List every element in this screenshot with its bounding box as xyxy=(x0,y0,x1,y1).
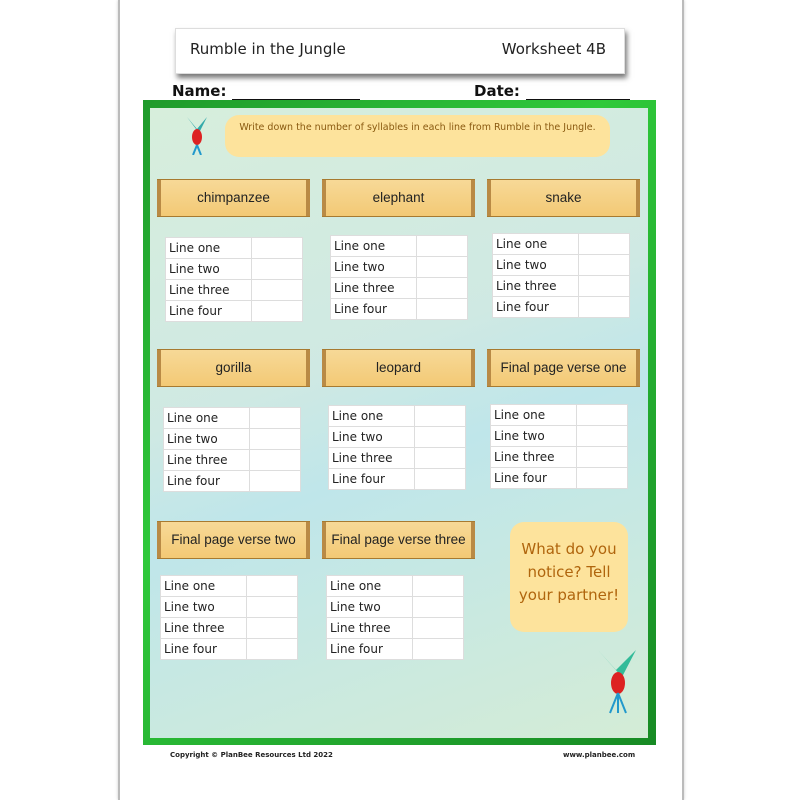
syllable-answer-cell[interactable] xyxy=(413,576,464,597)
syllable-answer-cell[interactable] xyxy=(252,301,303,322)
syllable-answer-cell[interactable] xyxy=(579,276,630,297)
table-row xyxy=(161,576,298,597)
line-label: Line three xyxy=(331,278,417,299)
line-label: Line two xyxy=(161,597,247,618)
section-title: Final page verse two xyxy=(157,522,310,558)
table-row xyxy=(164,408,301,429)
line-label: Line four xyxy=(327,639,413,660)
line-label: Line four xyxy=(329,469,415,490)
line-label: Line two xyxy=(327,597,413,618)
line-label: Line one xyxy=(331,236,417,257)
syllable-table xyxy=(326,575,464,660)
line-label: Line one xyxy=(166,238,252,259)
syllable-answer-cell[interactable] xyxy=(247,618,298,639)
syllable-answer-cell[interactable] xyxy=(413,639,464,660)
table-row xyxy=(166,301,303,322)
line-label: Line two xyxy=(164,429,250,450)
worksheet-title: Rumble in the Jungle xyxy=(190,40,346,58)
table-row xyxy=(331,299,468,320)
section-title: elephant xyxy=(322,180,475,216)
syllable-answer-cell[interactable] xyxy=(415,406,466,427)
table-row xyxy=(491,405,628,426)
date-field[interactable] xyxy=(474,82,630,100)
line-label: Line four xyxy=(161,639,247,660)
website-link[interactable]: www.planbee.com xyxy=(563,751,636,759)
syllable-answer-cell[interactable] xyxy=(250,471,301,492)
syllable-answer-cell[interactable] xyxy=(413,618,464,639)
syllable-table xyxy=(330,235,468,320)
table-row xyxy=(164,450,301,471)
syllable-answer-cell[interactable] xyxy=(579,297,630,318)
line-label: Line one xyxy=(493,234,579,255)
syllable-answer-cell[interactable] xyxy=(252,280,303,301)
section-title: Final page verse one xyxy=(487,350,640,386)
section-title: Final page verse three xyxy=(322,522,475,558)
table-row xyxy=(329,427,466,448)
syllable-table xyxy=(490,404,628,489)
syllable-answer-cell[interactable] xyxy=(252,259,303,280)
syllable-answer-cell[interactable] xyxy=(247,639,298,660)
table-row xyxy=(329,448,466,469)
syllable-table xyxy=(492,233,630,318)
line-label: Line four xyxy=(493,297,579,318)
table-row xyxy=(327,618,464,639)
line-label: Line three xyxy=(164,450,250,471)
syllable-answer-cell[interactable] xyxy=(577,447,628,468)
syllable-table xyxy=(160,575,298,660)
line-label: Line three xyxy=(491,447,577,468)
table-row xyxy=(329,406,466,427)
line-label: Line two xyxy=(493,255,579,276)
table-row xyxy=(161,618,298,639)
name-field[interactable] xyxy=(172,82,360,100)
table-row xyxy=(161,597,298,618)
syllable-answer-cell[interactable] xyxy=(417,236,468,257)
line-label: Line two xyxy=(166,259,252,280)
line-label: Line one xyxy=(329,406,415,427)
syllable-answer-cell[interactable] xyxy=(250,429,301,450)
line-label: Line three xyxy=(327,618,413,639)
parrot-icon xyxy=(185,115,209,155)
line-label: Line three xyxy=(493,276,579,297)
syllable-answer-cell[interactable] xyxy=(579,255,630,276)
worksheet-number: Worksheet 4B xyxy=(501,40,606,58)
table-row xyxy=(493,255,630,276)
section-title: chimpanzee xyxy=(157,180,310,216)
line-label: Line one xyxy=(164,408,250,429)
section-title: gorilla xyxy=(157,350,310,386)
table-row xyxy=(493,297,630,318)
line-label: Line four xyxy=(164,471,250,492)
syllable-answer-cell[interactable] xyxy=(579,234,630,255)
section-title: snake xyxy=(487,180,640,216)
syllable-table xyxy=(163,407,301,492)
syllable-answer-cell[interactable] xyxy=(415,427,466,448)
table-row xyxy=(164,429,301,450)
table-row xyxy=(327,639,464,660)
table-row xyxy=(327,597,464,618)
line-label: Line one xyxy=(491,405,577,426)
syllable-answer-cell[interactable] xyxy=(577,426,628,447)
syllable-answer-cell[interactable] xyxy=(413,597,464,618)
table-row xyxy=(491,426,628,447)
syllable-answer-cell[interactable] xyxy=(250,408,301,429)
table-row xyxy=(164,471,301,492)
syllable-answer-cell[interactable] xyxy=(252,238,303,259)
table-row xyxy=(327,576,464,597)
syllable-answer-cell[interactable] xyxy=(250,450,301,471)
table-row xyxy=(331,257,468,278)
table-row xyxy=(166,259,303,280)
syllable-answer-cell[interactable] xyxy=(415,469,466,490)
parrot-icon xyxy=(598,645,638,715)
syllable-answer-cell[interactable] xyxy=(577,468,628,489)
line-label: Line four xyxy=(331,299,417,320)
table-row xyxy=(329,469,466,490)
syllable-answer-cell[interactable] xyxy=(247,597,298,618)
copyright-text: Copyright © PlanBee Resources Ltd 2022 xyxy=(170,751,333,759)
line-label: Line four xyxy=(166,301,252,322)
table-row xyxy=(331,236,468,257)
syllable-answer-cell[interactable] xyxy=(415,448,466,469)
date-label: Date: xyxy=(474,82,520,100)
line-label: Line one xyxy=(161,576,247,597)
line-label: Line two xyxy=(331,257,417,278)
name-label: Name: xyxy=(172,82,227,100)
section-title: leopard xyxy=(322,350,475,386)
syllable-table xyxy=(165,237,303,322)
line-label: Line three xyxy=(166,280,252,301)
instruction-bubble: Write down the number of syllables in each line from Rumble in the Jungle. xyxy=(225,115,610,157)
table-row xyxy=(161,639,298,660)
table-row xyxy=(166,280,303,301)
line-label: Line two xyxy=(491,426,577,447)
syllable-answer-cell[interactable] xyxy=(417,299,468,320)
discussion-callout: What do you notice? Tell your partner! xyxy=(510,522,628,632)
title-bar xyxy=(175,28,625,74)
line-label: Line three xyxy=(329,448,415,469)
line-label: Line four xyxy=(491,468,577,489)
table-row xyxy=(493,234,630,255)
line-label: Line one xyxy=(327,576,413,597)
table-row xyxy=(491,468,628,489)
table-row xyxy=(166,238,303,259)
table-row xyxy=(493,276,630,297)
syllable-answer-cell[interactable] xyxy=(417,278,468,299)
syllable-answer-cell[interactable] xyxy=(247,576,298,597)
syllable-answer-cell[interactable] xyxy=(577,405,628,426)
line-label: Line three xyxy=(161,618,247,639)
syllable-answer-cell[interactable] xyxy=(417,257,468,278)
table-row xyxy=(491,447,628,468)
syllable-table xyxy=(328,405,466,490)
line-label: Line two xyxy=(329,427,415,448)
table-row xyxy=(331,278,468,299)
